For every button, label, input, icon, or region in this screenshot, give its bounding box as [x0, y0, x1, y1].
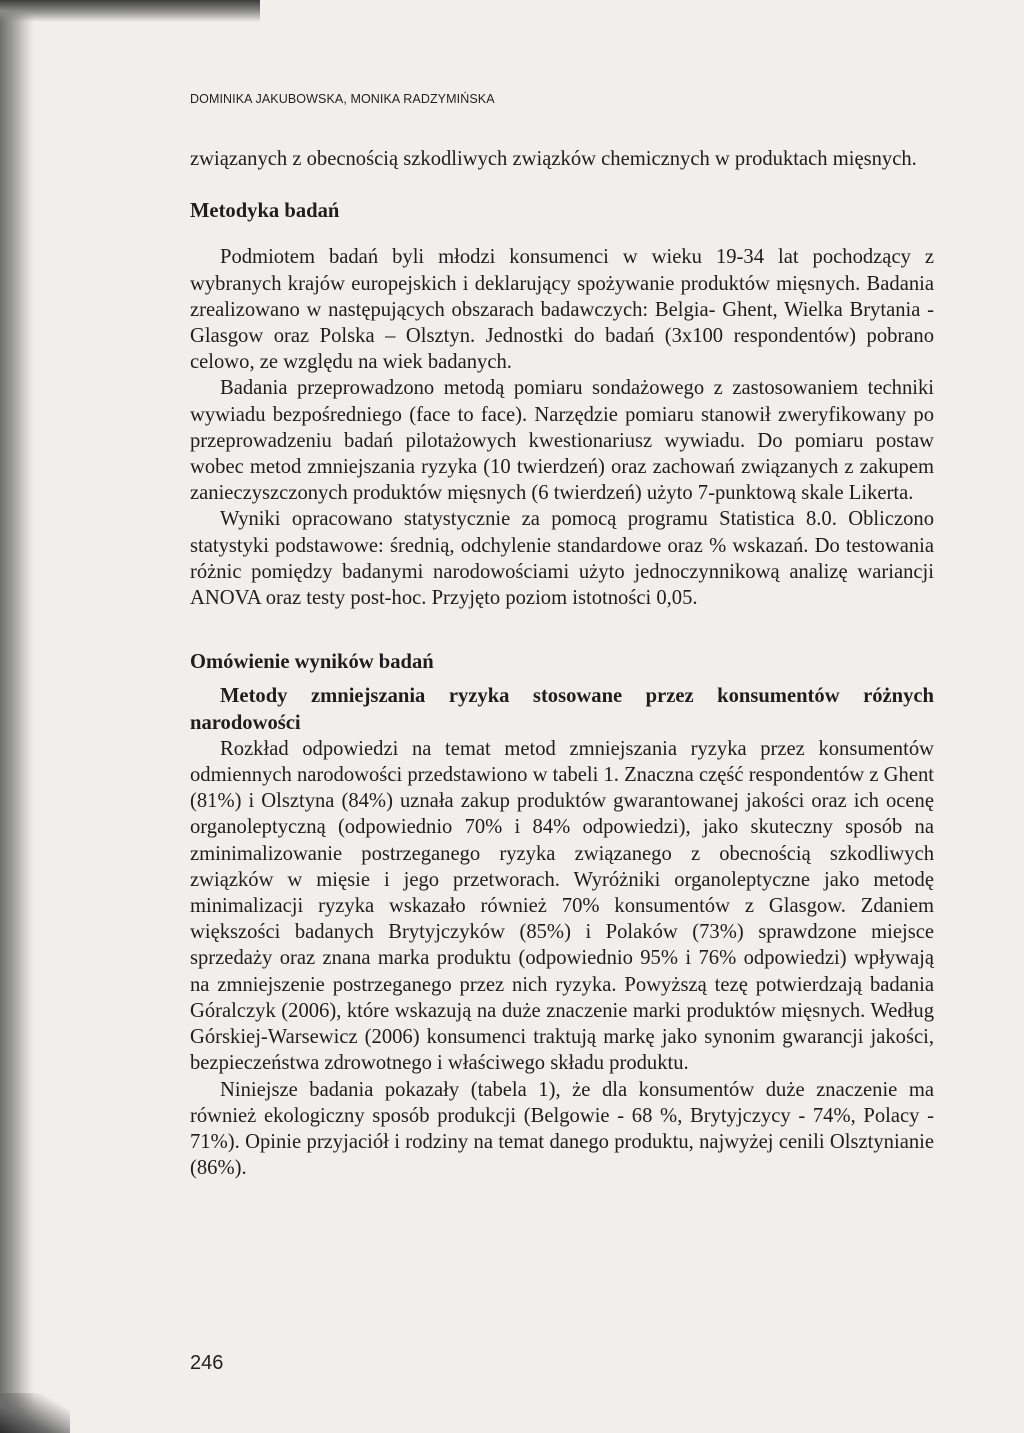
results-heading: Omówienie wyników badań	[190, 651, 434, 674]
results-paragraph: Rozkład odpowiedzi na temat metod zmniejszania ryzyka przez konsumentów odmiennych narodowości przedstawiono w tabeli 1. Znaczna część respondentów z Ghent (81%) i Olsztyna (84%) uznała zakup produktów gwarantowanej jakości oraz ich ocenę organoleptyczną (odpowiednio 70% i 84% odpowiedzi), jako skuteczny sposób na zminimalizowanie postrzeganego ryzyka związanego z obecnością szkodliwych związków w mięsie i jego przetworach. Wyróżniki organoleptyczne jako metodę minimalizacji ryzyka wskazało również 70% konsumentów z Glasgow. Zdaniem większości badanych Brytyjczyków (85%) i Polaków (73%) sprawdzone miejsce sprzedaży oraz znana marka produktu (odpowiednio 95% i 76% odpowiedzi) wpływają na zmniejszenie postrzeganego przez nich ryzyka. Powyższą tezę potwierdzają badania Góralczyk (2006), które wskazują na duże znaczenie marki produktów mięsnych. Według Górskiej-Warsewicz (2006) konsumenci traktują markę jako synonim gwarancji jakości, bezpieczeństwa zdrowotnego i właściwego składu produktu.	[190, 737, 934, 1075]
results-paragraph: Niniejsze badania pokazały (tabela 1), że dla konsumentów duże znaczenie ma również ekologiczny sposób produkcji (Belgowie - 68 %, Brytyjczycy - 74%, Polacy - 71%). Opinie przyjaciół i rodziny na temat danego produktu, najwyżej cenili Olsztynianie (86%).	[190, 1078, 934, 1180]
methods-paragraph: Podmiotem badań byli młodzi konsumenci w wieku 19-34 lat pochodzący z wybranych krajów europejskich i deklarujący spożywanie produktów mięsnych. Badania zrealizowano w następujących obszarach badawczych: Belgia- Ghent, Wielka Brytania - Glasgow oraz Polska – Olsztyn. Jednostki do badań (3x100 respondentów) pobrano celowo, ze względu na wiek badanych.	[190, 246, 934, 374]
methods-paragraph: Badania przeprowadzono metodą pomiaru sondażowego z zastosowaniem techniki wywiadu bezpośredniego (face to face). Narzędzie pomiaru stanowił zweryfikowany po przeprowadzeniu badań pilotażowych kwestionariusz wywiadu. Do pomiaru postaw wobec metod zmniejszania ryzyka (10 twierdzeń) oraz zachowań związanych z zakupem zanieczyszczonych produktów mięsnych (6 twierdzeń) użyto 7-punktową skale Likerta.	[190, 377, 934, 505]
page-number: 246	[190, 1352, 224, 1374]
methods-paragraph: Wyniki opracowano statystycznie za pomocą programu Statistica 8.0. Obliczono statystyki podstawowe: średnią, odchylenie standardowe oraz % wskazań. Do testowania różnic pomiędzy badanymi narodowościami użyto jednoczynnikową analizę wariancji ANOVA oraz testy post-hoc. Przyjęto poziom istotności 0,05.	[190, 508, 934, 610]
running-header: DOMINIKA JAKUBOWSKA, MONIKA RADZYMIŃSKA	[190, 92, 495, 106]
intro-paragraph: związanych z obecnością szkodliwych związków chemicznych w produktach mięsnych.	[190, 148, 917, 170]
results-subheading: Metody zmniejszania ryzyka stosowane przez konsumentów różnych narodowości	[190, 685, 934, 734]
methods-heading: Metodyka badań	[190, 200, 340, 223]
page-body	[190, 146, 934, 1181]
scan-corner-shadow	[0, 1393, 70, 1433]
scan-binding-shadow	[0, 0, 34, 1433]
scan-top-shadow	[0, 0, 260, 22]
